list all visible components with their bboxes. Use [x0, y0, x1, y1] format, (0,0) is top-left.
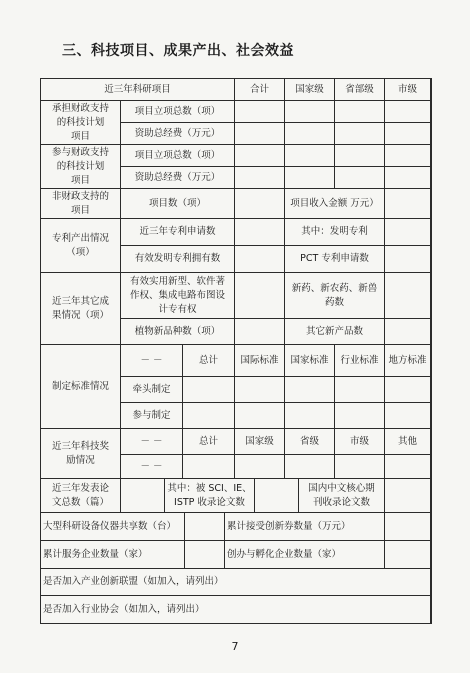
patent-valid-label: 有效发明专利拥有数 [121, 246, 235, 273]
served-companies-label: 累计服务企业数量（家） [41, 541, 185, 569]
joined-funds-total[interactable] [235, 167, 285, 189]
awards-other-value[interactable] [385, 455, 431, 479]
patent-invent-value[interactable] [385, 219, 431, 246]
funded-funds-provincial[interactable] [335, 123, 385, 145]
standards-participate-local[interactable] [385, 403, 431, 429]
standards-label: 制定标准情况 [41, 345, 121, 429]
header-provincial-cell: 省部级 [335, 79, 385, 101]
vouchers-label: 累计接受创新券数量（万元） [225, 513, 385, 541]
joined-funds-city[interactable] [385, 167, 431, 189]
page-number: 7 [231, 640, 239, 653]
standards-participate-intl[interactable] [235, 403, 285, 429]
awards-city-value[interactable] [335, 455, 385, 479]
awards-dash-cell-2: － － [121, 455, 183, 479]
papers-sci-label: 其中：被 SCI、IE、 ISTP 收录论文数 [165, 479, 255, 513]
standards-national-header: 国家标准 [285, 345, 335, 377]
standards-lead-label: 牵头制定 [121, 377, 183, 403]
patent-invent-label: 其中：发明专利 [285, 219, 385, 246]
joined-count-provincial[interactable] [335, 145, 385, 167]
equipment-shared-label: 大型科研设备仪器共享数（台） [41, 513, 185, 541]
patent-pct-label: PCT 专利申请数 [285, 246, 385, 273]
standards-industry-header: 行业标准 [335, 345, 385, 377]
awards-total-value[interactable] [183, 455, 235, 479]
awards-label: 近三年科技奖 励情况 [41, 429, 121, 479]
header-national-cell: 国家级 [285, 79, 335, 101]
other-plant-value[interactable] [235, 319, 285, 345]
papers-core-label: 国内中文核心期 刊收录论文数 [299, 479, 385, 513]
nonfunded-income-label: 项目收入金额 万元） [285, 189, 385, 219]
patent-apply-value[interactable] [235, 219, 285, 246]
funded-funds-city[interactable] [385, 123, 431, 145]
funded-projects-label: 承担财政支持 的科技计划 项目 [41, 101, 121, 145]
nonfunded-projects-label: 非财政支持的 项目 [41, 189, 121, 219]
standards-participate-total[interactable] [183, 403, 235, 429]
standards-lead-total[interactable] [183, 377, 235, 403]
standards-total-header: 总计 [183, 345, 235, 377]
header-project-cell: 近三年科研项目 [41, 79, 235, 101]
papers-core-value[interactable] [385, 479, 431, 513]
patent-apply-label: 近三年专利申请数 [121, 219, 235, 246]
header-total-cell: 合计 [235, 79, 285, 101]
association-field[interactable]: 是否加入行业协会（如加入，请列出） [41, 596, 431, 623]
standards-lead-industry[interactable] [335, 377, 385, 403]
other-ip-label: 有效实用新型、软件著 作权、集成电路布图设 计专有权 [121, 273, 235, 319]
funded-funds-label: 资助总经费（万元） [121, 123, 235, 145]
standards-participate-label: 参与制定 [121, 403, 183, 429]
section-heading: 三、科技项目、成果产出、社会效益 [62, 43, 294, 59]
awards-national-header: 国家级 [235, 429, 285, 455]
awards-other-header: 其他 [385, 429, 431, 455]
other-drugs-value[interactable] [385, 273, 431, 319]
nonfunded-count-label: 项目数（项） [121, 189, 235, 219]
funded-count-national[interactable] [285, 101, 335, 123]
science-achievement-form [40, 78, 432, 624]
papers-label: 近三年发表论 文总数（篇） [41, 479, 121, 513]
other-outcomes-label: 近三年其它成 果情况（项） [41, 273, 121, 345]
other-drugs-label: 新药、新农药、新兽 药数 [285, 273, 385, 319]
nonfunded-income-value[interactable] [385, 189, 431, 219]
other-products-label: 其它新产品数 [285, 319, 385, 345]
nonfunded-count-value[interactable] [235, 189, 285, 219]
papers-sci-value[interactable] [255, 479, 299, 513]
joined-count-total[interactable] [235, 145, 285, 167]
standards-lead-intl[interactable] [235, 377, 285, 403]
other-plant-label: 植物新品种数（项） [121, 319, 235, 345]
standards-local-header: 地方标准 [385, 345, 431, 377]
awards-provincial-header: 省级 [285, 429, 335, 455]
funded-funds-national[interactable] [285, 123, 335, 145]
served-companies-value[interactable] [185, 541, 225, 569]
joined-projects-label: 参与财政支持 的科技计划 项目 [41, 145, 121, 189]
incubated-companies-label: 创办与孵化企业数量（家） [225, 541, 385, 569]
incubated-companies-value[interactable] [385, 541, 431, 569]
joined-count-national[interactable] [285, 145, 335, 167]
funded-count-label: 项目立项总数（项） [121, 101, 235, 123]
funded-funds-total[interactable] [235, 123, 285, 145]
standards-dash-cell: － － [121, 345, 183, 377]
joined-count-city[interactable] [385, 145, 431, 167]
awards-national-value[interactable] [235, 455, 285, 479]
joined-funds-provincial[interactable] [335, 167, 385, 189]
patent-valid-value[interactable] [235, 246, 285, 273]
standards-lead-national[interactable] [285, 377, 335, 403]
standards-lead-local[interactable] [385, 377, 431, 403]
standards-participate-industry[interactable] [335, 403, 385, 429]
joined-funds-label: 资助总经费（万元） [121, 167, 235, 189]
awards-total-header: 总计 [183, 429, 235, 455]
joined-count-label: 项目立项总数（项） [121, 145, 235, 167]
awards-dash-cell-1: － － [121, 429, 183, 455]
funded-count-provincial[interactable] [335, 101, 385, 123]
vouchers-value[interactable] [385, 513, 431, 541]
funded-count-city[interactable] [385, 101, 431, 123]
papers-total-value[interactable] [121, 479, 165, 513]
funded-count-total[interactable] [235, 101, 285, 123]
patent-label: 专利产出情况 （项） [41, 219, 121, 273]
joined-funds-national[interactable] [285, 167, 335, 189]
patent-pct-value[interactable] [385, 246, 431, 273]
awards-city-header: 市级 [335, 429, 385, 455]
alliance-field[interactable]: 是否加入产业创新联盟（如加入，请列出） [41, 569, 431, 596]
header-city-cell: 市级 [385, 79, 431, 101]
standards-intl-header: 国际标准 [235, 345, 285, 377]
equipment-shared-value[interactable] [185, 513, 225, 541]
standards-participate-national[interactable] [285, 403, 335, 429]
other-products-value[interactable] [385, 319, 431, 345]
other-ip-value[interactable] [235, 273, 285, 319]
awards-provincial-value[interactable] [285, 455, 335, 479]
